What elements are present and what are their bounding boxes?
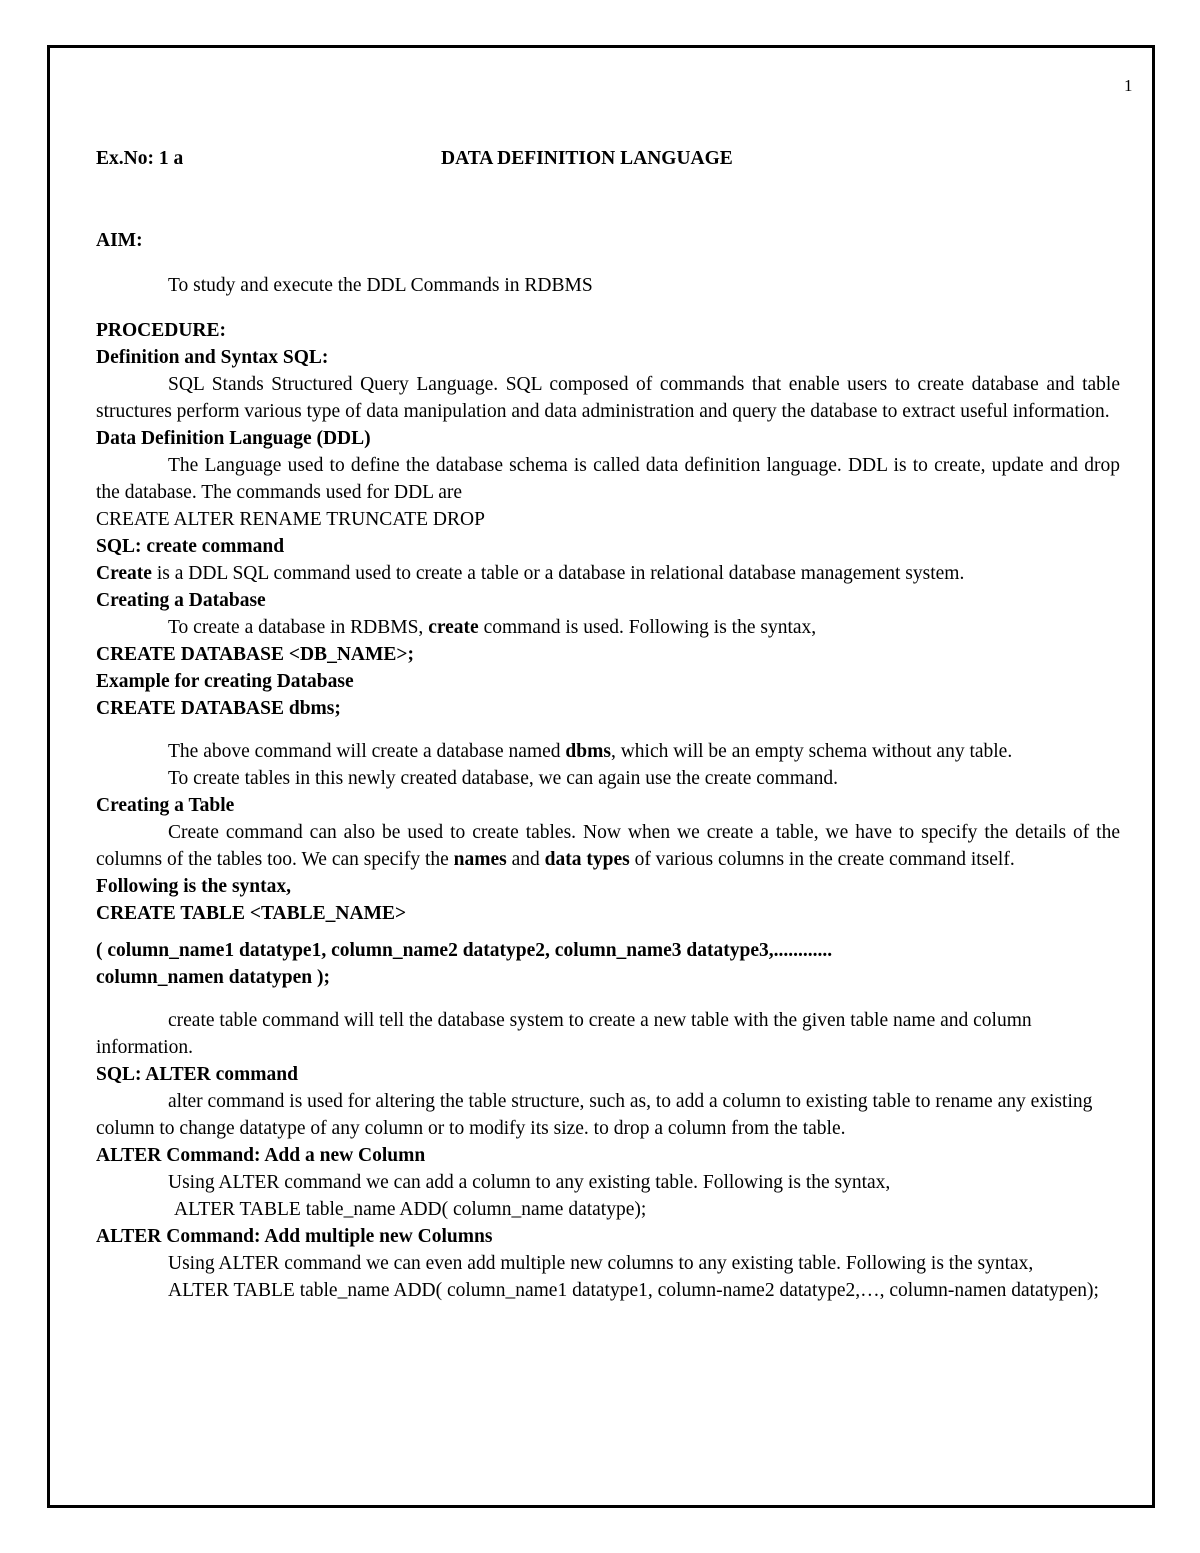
alter-multiple-text: Using ALTER command we can even add multiple new columns to any existing table. Following is the syntax,: [168, 1253, 1034, 1274]
text-fragment: To create a database in RDBMS,: [168, 617, 429, 638]
bold-fragment: create: [428, 617, 479, 638]
create-table-syntax: CREATE TABLE <TABLE_NAME>: [96, 903, 407, 924]
spacer: [96, 722, 1120, 738]
create-command-desc: is a DDL SQL command used to create a table or a database in relational database management system.: [151, 563, 965, 584]
alter-multiple-syntax: ALTER TABLE table_name ADD( column_name1 datatype1, column-name2 datatype2,…, column-namen datatypen);: [168, 1280, 1099, 1301]
document-body: [96, 145, 1120, 1304]
create-tables-text: To create tables in this newly created database, we can again use the create command.: [168, 768, 838, 789]
spacer: [96, 173, 1120, 227]
text-fragment: The above command will create a database named: [168, 741, 566, 762]
table-syntax-heading: Following is the syntax,: [96, 876, 292, 897]
alter-add-text: Using ALTER command we can add a column to any existing table. Following is the syntax,: [168, 1172, 891, 1193]
text-fragment: and: [506, 849, 545, 870]
alter-multiple-heading: ALTER Command: Add multiple new Columns: [96, 1226, 493, 1247]
creating-database-heading: Creating a Database: [96, 590, 266, 611]
spacer: [96, 299, 1120, 317]
text-fragment: Create command can also be used to create tables. Now when we create a table, we have to specify the details of the columns of the tables too. We can specify the: [96, 822, 1120, 870]
bold-fragment: dbms: [565, 741, 611, 762]
example-database-command: CREATE DATABASE dbms;: [96, 698, 341, 719]
creating-table-heading: Creating a Table: [96, 795, 235, 816]
aim-text: To study and execute the DDL Commands in RDBMS: [168, 275, 593, 296]
procedure-heading: PROCEDURE:: [96, 320, 226, 341]
ddl-commands: CREATE ALTER RENAME TRUNCATE DROP: [96, 509, 485, 530]
text-fragment: of various columns in the create command itself.: [629, 849, 1015, 870]
exercise-number: Ex.No: 1 a: [96, 148, 184, 169]
bold-fragment: names: [453, 849, 507, 870]
page-number: 1: [1124, 76, 1133, 95]
alter-add-heading: ALTER Command: Add a new Column: [96, 1145, 426, 1166]
column-syntax-line2: column_namen datatypen );: [96, 967, 331, 988]
spacer: [96, 254, 1120, 272]
spacer: [96, 991, 1120, 1007]
text-fragment: , which will be an empty schema without any table.: [610, 741, 1013, 762]
ddl-heading: Data Definition Language (DDL): [96, 428, 371, 449]
page-title: DATA DEFINITION LANGUAGE: [441, 148, 733, 169]
column-syntax-line1: ( column_name1 datatype1, column_name2 datatype2, column_name3 datatype3,............: [96, 940, 833, 961]
create-database-syntax: CREATE DATABASE <DB_NAME>;: [96, 644, 414, 665]
creating-database-text: [96, 614, 1120, 641]
sql-definition-text: SQL Stands Structured Query Language. SQL composed of commands that enable users to create database and table structures perform various type of data manipulation and data administration and query the database to extract useful information.: [96, 374, 1120, 422]
create-bold-word: Create: [96, 563, 152, 584]
alter-command-text: alter command is used for altering the table structure, such as, to add a column to existing table to rename any existing column to change datatype of any column or to modify its size. to drop a column from the table.: [96, 1091, 1093, 1139]
creating-table-text: [96, 819, 1120, 873]
bold-fragment: data types: [544, 849, 630, 870]
create-command-heading: SQL: create command: [96, 536, 285, 557]
aim-heading: AIM:: [96, 230, 143, 251]
example-database-heading: Example for creating Database: [96, 671, 354, 692]
alter-add-syntax: ALTER TABLE table_name ADD( column_name datatype);: [174, 1199, 647, 1220]
create-table-desc: create table command will tell the database system to create a new table with the given table name and column information.: [96, 1010, 1032, 1058]
above-command-text: [96, 738, 1120, 765]
text-fragment: command is used. Following is the syntax,: [478, 617, 817, 638]
sql-definition-heading: Definition and Syntax SQL:: [96, 347, 329, 368]
create-command-text: [96, 560, 1120, 587]
spacer: [96, 927, 1120, 937]
header-row: [96, 145, 1120, 173]
alter-command-heading: SQL: ALTER command: [96, 1064, 298, 1085]
ddl-text: The Language used to define the database schema is called data definition language. DDL is to create, update and drop the database. The commands used for DDL are: [96, 455, 1120, 503]
